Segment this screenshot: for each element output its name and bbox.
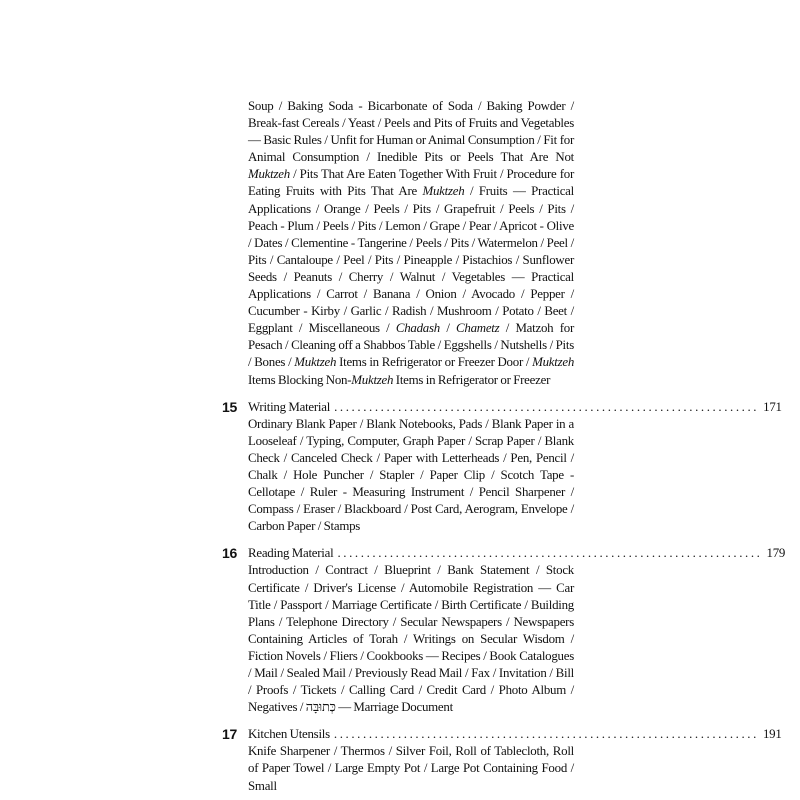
chapter-title: Kitchen Utensils xyxy=(248,727,330,742)
italic-term: Muktzeh xyxy=(351,372,394,387)
chapter-heading xyxy=(248,399,782,416)
text-segment: / Fruits — Practical Applications / Orange / Peels / Pits / Grapefruit / Peels / Pits / Peach - Plum / Peels / Pits / Lemon / Grape / Pear / Apricot - Olive / Dates / Clementine - Tangerine / Peels / Pits / Watermelon / Peel / Pits / Cantaloupe / Peel / Pits / Pineapple / Pistachios / Sunflower Seeds / Peanuts / Cherry / Walnut / Vegetables — Practical Applications / Carrot / Banana / Onion / Avocado / Pepper / Cucumber - Kirby / Garlic / Radish / Mushroom / Potato / Beet / Eggplant / Miscellaneous / xyxy=(248,184,574,336)
text-segment: Items in Refrigerator or Freezer xyxy=(393,372,551,387)
chapter-topics xyxy=(248,562,574,716)
italic-term: Muktzeh xyxy=(248,167,290,182)
text-segment: Items Blocking Non- xyxy=(248,372,352,387)
text-segment: / Matzoh for Pesach / Cleaning off a Shabbos Table / Eggshells / Nutshells / Pits / Bones / xyxy=(248,321,574,370)
chapter-number: 15 xyxy=(222,398,238,415)
text-segment: Knife Sharpener / Thermos / Silver Foil, Roll of Tablecloth, Roll of Paper Towel / Large Empty Pot / Large Pot Containing Food / Small xyxy=(248,744,574,793)
text-segment: Ordinary Blank Paper / Blank Notebooks, Pads / Blank Paper in a Looseleaf / Typing, Computer, Graph Paper / Scrap Paper / Blank Check / Canceled Check / Paper with Letterheads / Pen, Pencil / Chalk / Hole Puncher / Stapler / Paper Clip / Scotch Tape - Cellotape / Ruler - Measuring Instrument / Pencil Sharpener / Compass / Eraser / Blackboard / Post Card, Aerogram, Envelope / Carbon Paper / Stamps xyxy=(248,416,574,534)
chapter-entry xyxy=(222,545,786,716)
page-number: 171 xyxy=(763,399,782,414)
text-segment: / Pits That Are Eaten Together With Fruit / Procedure for Eating Fruits with Pits That Are xyxy=(248,167,574,199)
text-segment: Introduction / Contract / Blueprint / Bank Statement / Stock Certificate / Driver's License / Automobile Registration — Car Title / Passport / Marriage Certificate / Birth Certificate / Building Plans / Telephone Directory / Secular Newspapers / Newspapers Containing Articles of Torah / Writings on Secular Wisdom / Fiction Novels / Fliers / Cookbooks — Recipes / Book Catalogues / Mail / Sealed Mail / Previously Read Mail / Fax / Invitation / Bill / Proofs / Tickets / Calling Card / Credit Card / Photo Album / Negatives / כְּתוּבָּה — Marriage Document xyxy=(248,563,574,715)
italic-term: Chametz xyxy=(456,321,500,336)
text-segment: Items in Refrigerator or Freezer Door / xyxy=(336,355,533,370)
italic-term: Muktzeh xyxy=(422,184,465,199)
chapter-title: Reading Material xyxy=(248,546,334,561)
chapter-number: 16 xyxy=(222,545,238,562)
chapter-topics xyxy=(248,743,574,794)
chapter-heading xyxy=(248,726,782,743)
dot-leader: ......................................................................... xyxy=(337,546,763,561)
italic-term: Muktzeh xyxy=(294,355,337,370)
chapter-entry xyxy=(222,398,782,536)
dot-leader: ......................................................................... xyxy=(334,399,760,414)
page-number: 179 xyxy=(766,546,786,561)
chapter-number: 17 xyxy=(222,726,238,743)
chapter-topics xyxy=(248,416,574,536)
text-segment: Soup / Baking Soda - Bicarbonate of Soda / Baking Powder / Break-fast Cereals / Yeast / Peels and Pits of Fruits and Vegetables — Basic Rules / Unfit for Human or Animal Consumption / Fit for Animal Consumption / Inedible Pits or Peels That Are Not xyxy=(248,99,574,165)
table-of-contents xyxy=(222,98,786,795)
chapter-entry xyxy=(222,726,782,794)
chapter-entries xyxy=(222,398,786,795)
page-number: 191 xyxy=(762,727,782,742)
chapter-title: Writing Material xyxy=(248,399,331,414)
italic-term: Muktzeh xyxy=(532,355,575,370)
italic-term: Chadash xyxy=(395,321,440,336)
chapter-heading xyxy=(248,545,786,562)
dot-leader: ......................................................................... xyxy=(333,727,759,742)
continuation-text xyxy=(248,98,574,389)
text-segment: / xyxy=(439,321,457,336)
